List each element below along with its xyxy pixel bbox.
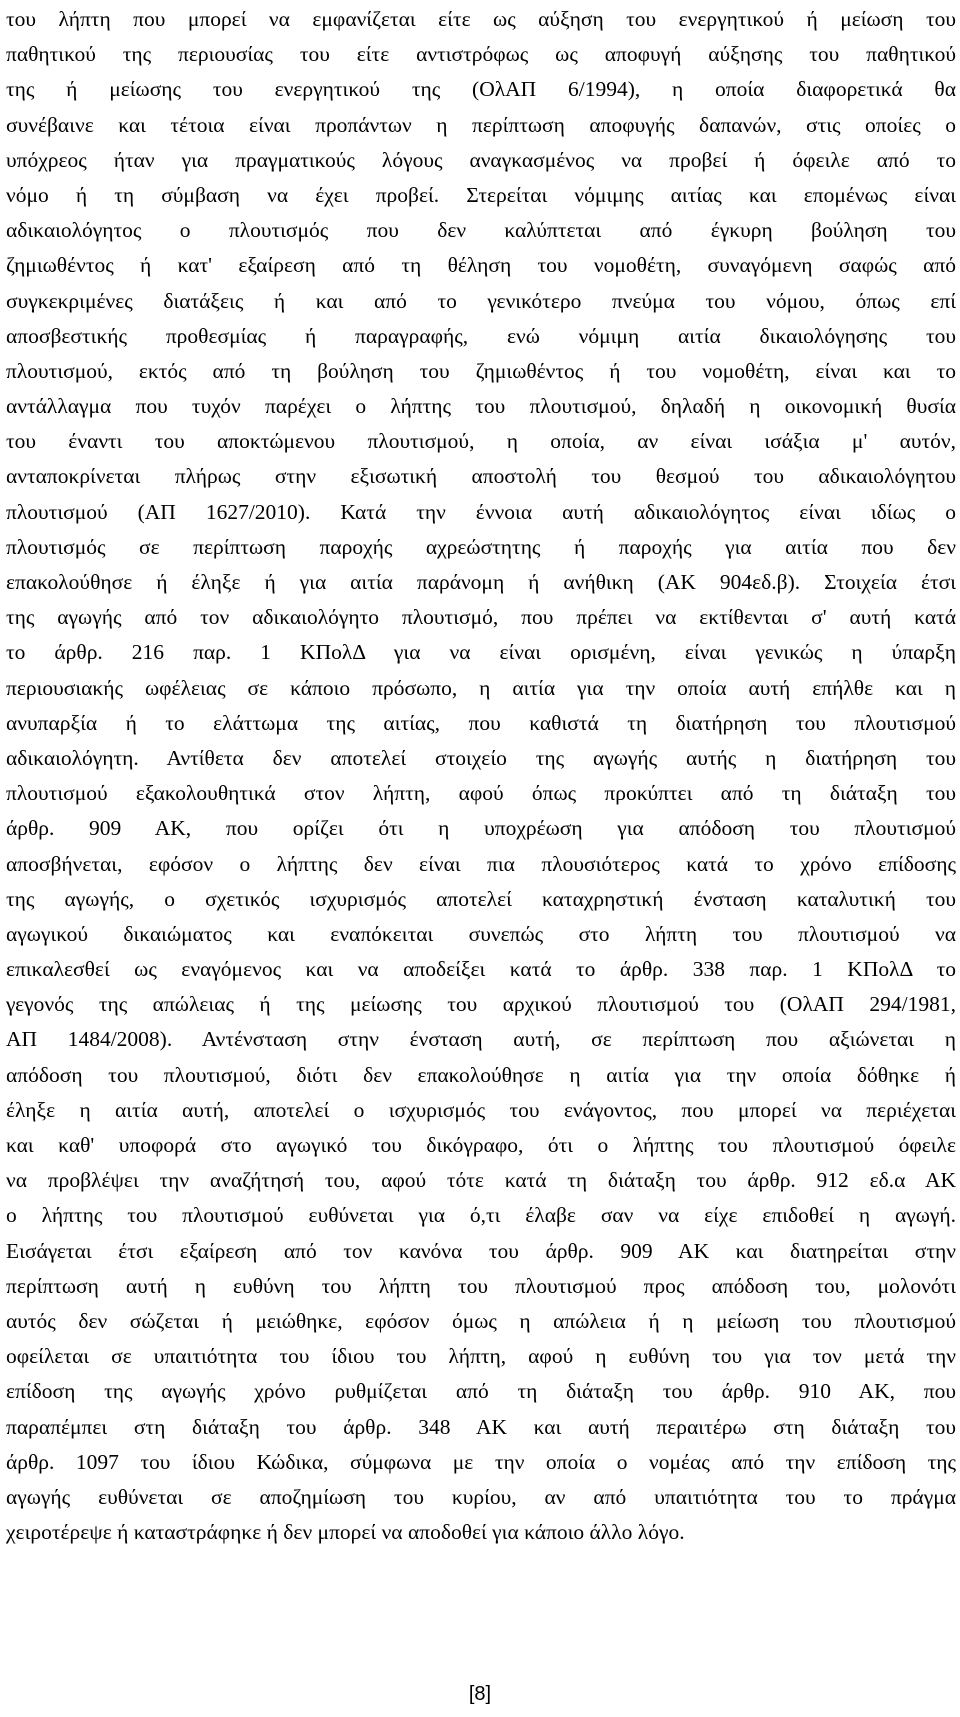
text-line: οφείλεται σε υπαιτιότητα του ίδιου του λήπτη, αφού η ευθύνη του για τον μετά την [6, 1344, 956, 1369]
text-line: πλουτισμού εξακολουθητικά στον λήπτη, αφού όπως προκύπτει από τη διάταξη του [6, 781, 956, 806]
text-line: της αγωγής από τον αδικαιολόγητο πλουτισμό, που πρέπει να εκτίθενται σ' αυτή κατά [6, 605, 956, 630]
text-line: αδικαιολόγητος ο πλουτισμός που δεν καλύπτεται από έγκυρη βούληση του [6, 218, 956, 243]
text-line: πλουτισμός σε περίπτωση παροχής αχρεώστητης ή παροχής για αιτία που δεν [6, 534, 956, 559]
text-line: ΑΠ 1484/2008). Αντένσταση στην ένσταση αυτή, σε περίπτωση που αξιώνεται η [6, 1027, 956, 1052]
text-line: περιουσιακής ωφέλειας σε κάποιο πρόσωπο, η αιτία για την οποία αυτή επήλθε και η [6, 675, 956, 700]
text-line: επίδοση της αγωγής χρόνο ρυθμίζεται από τη διάταξη του άρθρ. 910 ΑΚ, που [6, 1379, 956, 1404]
text-line: συγκεκριμένες διατάξεις ή και από το γενικότερο πνεύμα του νόμου, όπως επί [6, 288, 956, 313]
text-line: Εισάγεται έτσι εξαίρεση από τον κανόνα του άρθρ. 909 ΑΚ και διατηρείται στην [6, 1238, 956, 1263]
text-line: ανταποκρίνεται πλήρως στην εξισωτική αποστολή του θεσμού του αδικαιολόγητου [6, 464, 956, 489]
text-line: νόμο ή τη σύμβαση να έχει προβεί. Στερείται νόμιμης αιτίας και επομένως είναι [6, 182, 956, 207]
text-line: του έναντι του αποκτώμενου πλουτισμού, η οποία, αν είναι ισάξια μ' αυτόν, [6, 429, 956, 454]
text-line: να προβλέψει την αναζήτησή του, αφού τότε κατά τη διάταξη του άρθρ. 912 εδ.α ΑΚ [6, 1168, 956, 1193]
text-line: αδικαιολόγητη. Αντίθετα δεν αποτελεί στοιχείο της αγωγής αυτής η διατήρηση του [6, 745, 956, 770]
text-line: αποσβήνεται, εφόσον ο λήπτης δεν είναι πια πλουσιότερος κατά το χρόνο επίδοσης [6, 851, 956, 876]
text-line: χειροτέρεψε ή καταστράφηκε ή δεν μπορεί να αποδοθεί για κάποιο άλλο λόγο. [6, 1520, 685, 1545]
page-number: [8] [468, 1683, 492, 1705]
text-line: άρθρ. 1097 του ίδιου Κώδικα, σύμφωνα με την οποία ο νομέας από την επίδοση της [6, 1449, 956, 1474]
text-line: πλουτισμού, εκτός από τη βούληση του ζημιωθέντος ή του νομοθέτη, είναι και το [6, 358, 956, 383]
text-line: υπόχρεος ήταν για πραγματικούς λόγους αναγκασμένος να προβεί ή όφειλε από το [6, 147, 956, 172]
text-line: περίπτωση αυτή η ευθύνη του λήπτη του πλουτισμού προς απόδοση του, μολονότι [6, 1273, 956, 1298]
text-line: παθητικού της περιουσίας του είτε αντιστρόφως ως αποφυγή αύξησης του παθητικού [6, 42, 956, 67]
text-line: επικαλεσθεί ως εναγόμενος και να αποδείξει κατά το άρθρ. 338 παρ. 1 ΚΠολΔ το [6, 957, 956, 982]
text-line: έληξε η αιτία αυτή, αποτελεί ο ισχυρισμός του ενάγοντος, που μπορεί να περιέχεται [6, 1097, 956, 1122]
text-line: αγωγικού δικαιώματος και εναπόκειται συνεπώς στο λήπτη του πλουτισμού να [6, 921, 956, 946]
text-line: αγωγής ευθύνεται σε αποζημίωση του κυρίου, αν από υπαιτιότητα του το πράγμα [6, 1484, 956, 1509]
text-line: ο λήπτης του πλουτισμού ευθύνεται για ό,τι έλαβε σαν να είχε επιδοθεί η αγωγή. [6, 1203, 956, 1228]
text-line: επακολούθησε ή έληξε ή για αιτία παράνομη ή ανήθικη (ΑΚ 904εδ.β). Στοιχεία έτσι [6, 570, 956, 594]
text-line: απόδοση του πλουτισμού, διότι δεν επακολούθησε η αιτία για την οποία δόθηκε ή [6, 1062, 956, 1087]
text-line: της αγωγής, ο σχετικός ισχυρισμός αποτελεί καταχρηστική ένσταση καταλυτική του [6, 886, 956, 911]
text-line: και καθ' υποφορά στο αγωγικό του δικόγραφο, ότι ο λήπτης του πλουτισμού όφειλε [6, 1133, 956, 1157]
text-line: αυτός δεν σώζεται ή μειώθηκε, εφόσον όμως η απώλεια ή η μείωση του πλουτισμού [6, 1308, 956, 1333]
text-line: άρθρ. 909 ΑΚ, που ορίζει ότι η υποχρέωση για απόδοση του πλουτισμού [6, 816, 956, 841]
text-line: το άρθρ. 216 παρ. 1 ΚΠολΔ για να είναι ορισμένη, είναι γενικώς η ύπαρξη [6, 640, 956, 665]
text-line: του λήπτη που μπορεί να εμφανίζεται είτε ως αύξηση του ενεργητικού ή μείωση του [6, 7, 956, 31]
text-line: ζημιωθέντος ή κατ' εξαίρεση από τη θέληση του νομοθέτη, συναγόμενη σαφώς από [6, 253, 956, 278]
text-line: ανυπαρξία ή το ελάττωμα της αιτίας, που καθιστά τη διατήρηση του πλουτισμού [6, 710, 956, 735]
text-line: της ή μείωσης του ενεργητικού της (ΟλΑΠ 6/1994), η οποία διαφορετικά θα [6, 77, 956, 102]
body-paragraph [6, 2, 956, 1550]
text-line: συνέβαινε και τέτοια είναι προπάντων η περίπτωση αποφυγής δαπανών, στις οποίες ο [6, 112, 956, 137]
text-line: αντάλλαγμα που τυχόν παρέχει ο λήπτης του πλουτισμού, δηλαδή η οικονομική θυσία [6, 394, 956, 419]
text-line: γεγονός της απώλειας ή της μείωσης του αρχικού πλουτισμού του (ΟλΑΠ 294/1981, [6, 992, 956, 1017]
text-line: πλουτισμού (ΑΠ 1627/2010). Κατά την έννοια αυτή αδικαιολόγητος είναι ιδίως ο [6, 499, 956, 524]
text-line: αποσβεστικής προθεσμίας ή παραγραφής, ενώ νόμιμη αιτία δικαιολόγησης του [6, 323, 956, 348]
text-line: παραπέμπει στη διάταξη του άρθρ. 348 ΑΚ και αυτή περαιτέρω στη διάταξη του [6, 1414, 956, 1439]
